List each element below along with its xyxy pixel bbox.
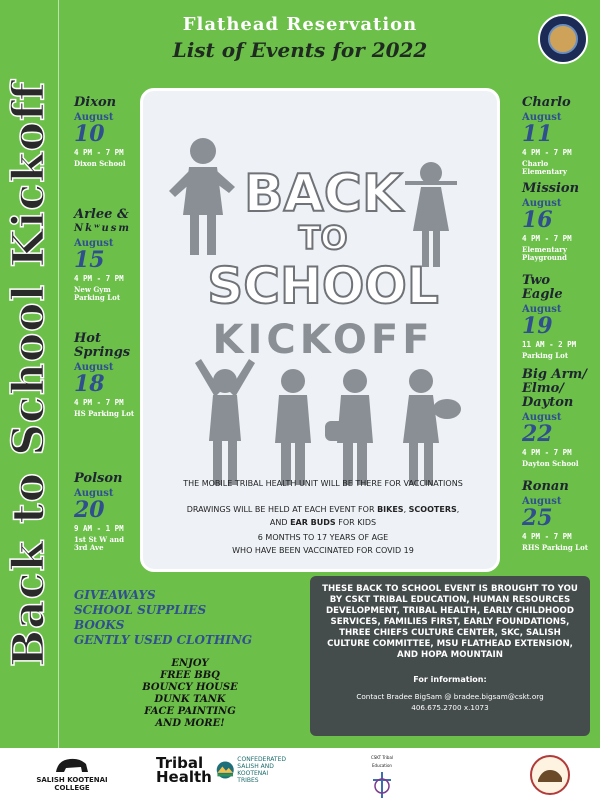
skc-name-line2: COLLEGE	[54, 784, 90, 792]
tribal-health-wordmark	[156, 756, 212, 784]
event-place-line2: Nkʷusm	[74, 223, 131, 234]
skc-logo	[22, 754, 122, 792]
event-time: 4 PM - 7 PM	[522, 532, 572, 541]
event-place: Two	[522, 273, 551, 288]
side-title: Back to School Kickoff	[3, 80, 55, 668]
event-location: Parking Lot	[522, 351, 569, 360]
drawing-and: AND	[269, 518, 291, 527]
th-sub1: CONFEDERATED	[237, 756, 286, 763]
event-month: August	[522, 112, 562, 123]
drawing-scooters: SCOOTERS	[408, 505, 457, 514]
th-line1: Tribal	[156, 754, 204, 772]
enjoy-item: DUNK TANK	[154, 694, 226, 705]
event-month: August	[522, 496, 562, 507]
drawing-comma2: ,	[456, 505, 460, 514]
event-time: 9 AM - 1 PM	[74, 524, 124, 533]
event-place-line2: Elmo/	[522, 381, 565, 396]
enjoy-item: BOUNCY HOUSE	[142, 682, 238, 693]
event-day: 11	[522, 121, 553, 147]
event-day: 20	[74, 497, 105, 523]
event-month: August	[74, 362, 114, 373]
event-place: Arlee &	[74, 207, 129, 222]
drawing-note	[153, 503, 493, 529]
event-polson	[74, 472, 136, 552]
drawing-post: FOR KIDS	[335, 518, 377, 527]
event-location: Dayton School	[522, 459, 579, 468]
event-time: 4 PM - 7 PM	[522, 234, 572, 243]
giveaways-item: GENTLY USED CLOTHING	[74, 633, 253, 647]
skc-name-line1: SALISH KOOTENAI	[36, 776, 108, 784]
event-month: August	[522, 198, 562, 209]
event-time: 4 PM - 7 PM	[74, 148, 124, 157]
contact-phone: 406.675.2700 x.1073	[411, 703, 489, 712]
th-sub3: KOOTENAI	[237, 770, 269, 777]
event-big-arm	[522, 368, 592, 468]
poster-line2: TO	[298, 219, 348, 257]
event-month: August	[74, 488, 114, 499]
event-day: 18	[74, 371, 105, 397]
event-location: New Gym Parking Lot	[74, 285, 121, 302]
event-two-eagle	[522, 274, 592, 360]
cskt-seal-logo	[538, 14, 588, 64]
sponsor-message: THESE BACK TO SCHOOL EVENT IS BROUGHT TO YOU BY CSKT TRIBAL EDUCATION, HUMAN RESOURCES DEVELOPMENT, TRIBAL HEALTH, EARLY CHILDHOOD SERVICES, FAMILIES FIRST, EARLY FOUNDATIONS, THREE CHIEFS CULTURE CENTER, SKC, SALISH CULTURE COMMITTEE, MSU FLATHEAD EXTENSION, AND HOPA MOUNTAIN	[322, 584, 578, 660]
event-time: 4 PM - 7 PM	[522, 148, 572, 157]
event-month: August	[522, 412, 562, 423]
th-sub4: TRIBES	[237, 777, 259, 784]
event-place: Big Arm/	[522, 367, 587, 382]
event-location: HS Parking Lot	[74, 409, 135, 418]
footer-logos	[0, 748, 600, 800]
event-place-line3: Dayton	[522, 395, 574, 410]
event-location: Elementary Playground	[522, 245, 567, 262]
giveaways-item: SCHOOL SUPPLIES	[74, 603, 207, 617]
event-ronan	[522, 480, 592, 552]
event-location: Charlo Elementary	[522, 159, 567, 176]
vaccinated-note: WHO HAVE BEEN VACCINATED FOR COVID 19	[232, 546, 414, 555]
event-time: 11 AM - 2 PM	[522, 340, 577, 349]
event-place: Dixon	[74, 95, 117, 110]
culture-center-logo	[524, 754, 576, 796]
event-dixon	[74, 96, 136, 168]
enjoy-list	[120, 658, 260, 730]
bear-emblem-icon	[528, 754, 572, 796]
event-time: 4 PM - 7 PM	[522, 448, 572, 457]
age-range: 6 MONTHS TO 17 YEARS OF AGE	[257, 533, 389, 542]
event-month: August	[522, 304, 562, 315]
event-place: Charlo	[522, 95, 571, 110]
enjoy-item: ENJOY	[171, 658, 209, 669]
cskt-text	[237, 756, 286, 784]
event-mission	[522, 182, 592, 262]
contact-info: Contact Bradee BigSam @ bradee.bigsam@cskt.org	[356, 692, 544, 701]
page-subtitle: List of Events for 2022	[172, 38, 428, 62]
event-place: Mission	[522, 181, 580, 196]
poster-line1: BACK	[243, 164, 403, 224]
th-sub2: SALISH AND	[237, 763, 274, 770]
mountain-icon	[216, 757, 234, 783]
drawing-bikes: BIKES	[377, 505, 404, 514]
event-month: August	[74, 238, 114, 249]
education-emblem-icon	[369, 770, 395, 800]
event-location: Dixon School	[74, 159, 126, 168]
event-time: 4 PM - 7 PM	[74, 398, 124, 407]
event-arlee	[74, 208, 136, 302]
th-line2: Health	[156, 768, 212, 786]
sponsor-box	[310, 576, 590, 736]
giveaways-item: BOOKS	[74, 618, 125, 632]
poster-line3: SCHOOL	[207, 257, 439, 315]
tribal-education-logo	[362, 754, 402, 800]
page-title: Flathead Reservation	[182, 14, 418, 35]
event-day: 15	[74, 247, 105, 273]
drawing-earbuds: EAR BUDS	[290, 518, 336, 527]
event-charlo	[522, 96, 592, 176]
tribal-health-logo	[156, 756, 286, 784]
giveaways-list	[74, 588, 284, 648]
event-hot-springs	[74, 332, 136, 418]
giveaways-item: GIVEAWAYS	[74, 588, 156, 602]
enjoy-item: AND MORE!	[155, 718, 225, 729]
side-title-strip	[0, 0, 58, 748]
event-day: 19	[522, 313, 553, 339]
event-place-line2: Eagle	[522, 287, 563, 302]
event-place: Hot	[74, 331, 101, 346]
info-heading: For information:	[413, 675, 487, 684]
poster-kickoff: KICKOFF	[212, 317, 434, 363]
event-place: Polson	[74, 471, 123, 486]
edu-label: CSKT Tribal Education	[370, 755, 394, 768]
event-day: 25	[522, 505, 553, 531]
event-place-line2: Springs	[74, 345, 131, 360]
event-day: 10	[74, 121, 105, 147]
back-to-school-poster	[140, 88, 500, 572]
poster-artwork	[143, 91, 500, 572]
seal-emblem-icon	[548, 24, 578, 54]
vaccination-note: THE MOBILE TRIBAL HEALTH UNIT WILL BE THERE FOR VACCINATIONS	[183, 479, 463, 488]
event-place: Ronan	[522, 479, 569, 494]
enjoy-item: FACE PAINTING	[144, 706, 236, 717]
event-day: 22	[522, 421, 553, 447]
event-day: 16	[522, 207, 553, 233]
event-time: 4 PM - 7 PM	[74, 274, 124, 283]
drawing-comma: ,	[403, 505, 409, 514]
buffalo-icon	[52, 754, 92, 776]
event-month: August	[74, 112, 114, 123]
enjoy-item: FREE BBQ	[160, 670, 220, 681]
event-location: 1st St W and 3rd Ave	[74, 535, 125, 552]
drawing-pre: DRAWINGS WILL BE HELD AT EACH EVENT FOR	[186, 505, 378, 514]
event-location: RHS Parking Lot	[522, 543, 588, 552]
